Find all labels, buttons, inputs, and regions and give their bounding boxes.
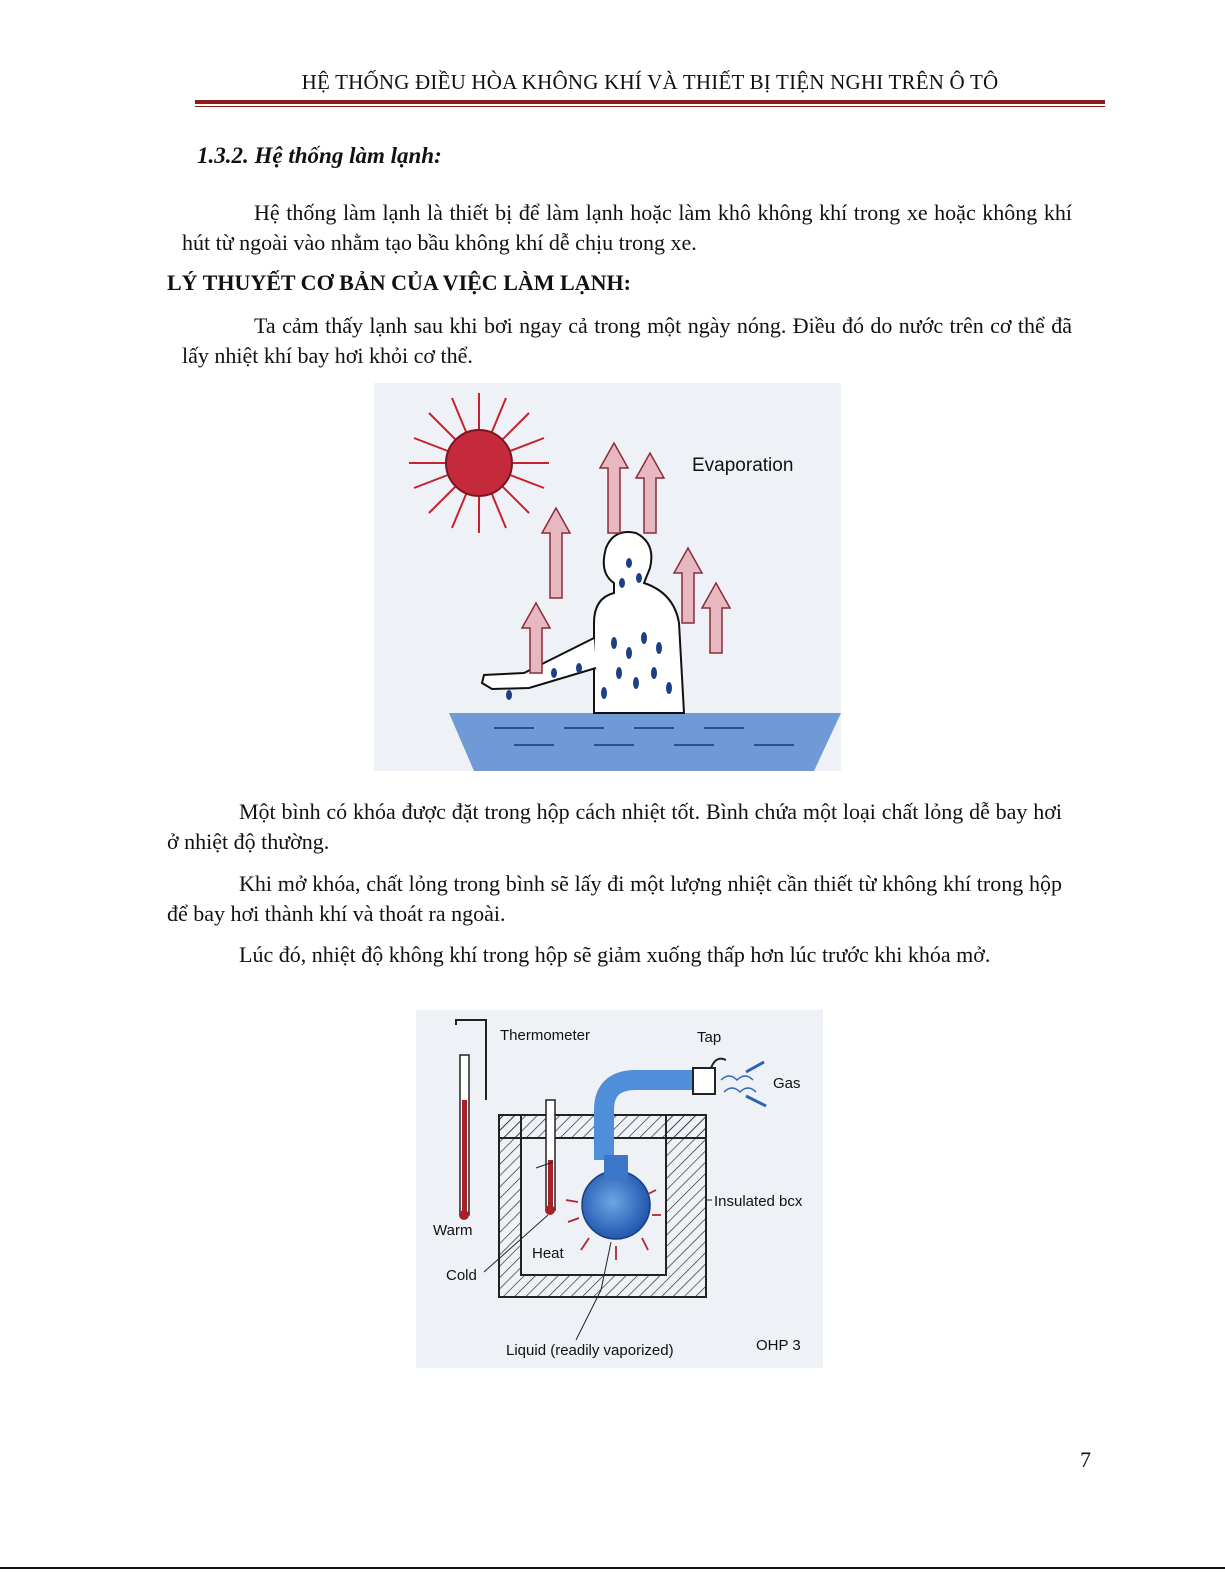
liquid-label: Liquid (readily vaporized) <box>506 1342 674 1359</box>
subheading: LÝ THUYẾT CƠ BẢN CỦA VIỆC LÀM LẠNH: <box>167 270 631 295</box>
section-title: 1.3.2. Hệ thống làm lạnh: <box>197 143 442 168</box>
insulated-box-figure <box>416 1010 823 1368</box>
thermometer-label: Thermometer <box>500 1027 591 1044</box>
warm-label: Warm <box>433 1222 473 1239</box>
figure-code-label: OHP 3 <box>756 1337 801 1354</box>
paragraph-1-text: Hệ thống làm lạnh là thiết bị để làm lạnh hoặc làm khô không khí trong xe hoặc không khí hút từ ngoài vào nhằm tạo bầu không khí dễ chịu trong xe. <box>182 200 1072 255</box>
tap-label: Tap <box>697 1029 722 1046</box>
cold-label: Cold <box>446 1267 477 1284</box>
paragraph-2 <box>182 311 1072 371</box>
paragraph-1 <box>182 198 1072 258</box>
header-rule-thick <box>195 100 1105 104</box>
header-rule-thin <box>195 106 1105 107</box>
page-bottom-border <box>0 1567 1225 1569</box>
evaporation-figure <box>374 383 841 771</box>
paragraph-5-text: Lúc đó, nhiệt độ không khí trong hộp sẽ giảm xuống thấp hơn lúc trước khi khóa mở. <box>239 942 991 967</box>
evaporation-label: Evaporation <box>692 455 794 476</box>
insulated-box-label: Insulated bcx <box>714 1193 803 1210</box>
heat-label: Heat <box>532 1245 564 1262</box>
page-number: 7 <box>1080 1447 1091 1472</box>
gas-label: Gas <box>773 1075 801 1092</box>
paragraph-3-text: Một bình có khóa được đặt trong hộp cách nhiệt tốt. Bình chứa một loại chất lỏng dễ bay hơi ở nhiệt độ thường. <box>167 799 1062 854</box>
paragraph-3 <box>167 797 1062 857</box>
paragraph-5 <box>167 940 1067 970</box>
page-header-title: HỆ THỐNG ĐIỀU HÒA KHÔNG KHÍ VÀ THIẾT BỊ TIỆN NGHI TRÊN Ô TÔ <box>301 70 999 94</box>
paragraph-4 <box>167 869 1062 929</box>
paragraph-4-text: Khi mở khóa, chất lỏng trong bình sẽ lấy đi một lượng nhiệt cần thiết từ không khí trong hộp để bay hơi thành khí và thoát ra ngoài. <box>167 871 1062 926</box>
paragraph-2-text: Ta cảm thấy lạnh sau khi bơi ngay cả trong một ngày nóng. Điều đó do nước trên cơ thể đã lấy nhiệt khí bay hơi khỏi cơ thể. <box>182 313 1072 368</box>
